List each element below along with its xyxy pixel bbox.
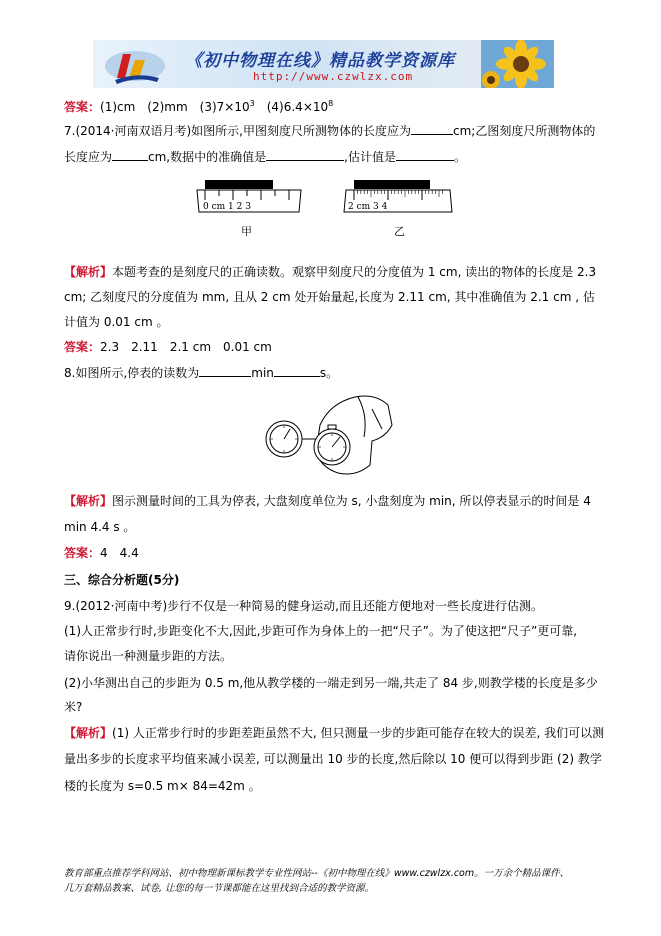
- q9-line5: 米?: [64, 700, 83, 714]
- answer-label: 答案：: [64, 100, 101, 114]
- answer-label: 答案：: [64, 340, 101, 354]
- figure-caption-left: 甲: [241, 225, 252, 238]
- answer-label: 答案：: [64, 546, 101, 560]
- q9-analysis-line1: 【解析】(1) 人正常步行时的步距差距虽然不大, 但只测量一步的步距可能存在较大的误差, 我们可以测: [64, 726, 605, 740]
- ruler-figure-left: [195, 178, 305, 218]
- answer-blank: [274, 364, 320, 377]
- q8-line: 8.如图所示,停表的读数为 min s。: [64, 366, 339, 380]
- banner-title: 《初中物理在线》精品教学资源库: [185, 51, 455, 71]
- answer-blank: [411, 122, 453, 135]
- q9-line3: 请你说出一种测量步距的方法。: [64, 649, 233, 663]
- footer-line1: 教育部重点推荐学科网站、初中物理新课标教学专业性网站--《初中物理在线》www.czwlzx.com。一万余个精品课件、: [64, 868, 570, 879]
- q9-line1: 9.(2012·河南中考)步行不仅是一种简易的健身运动,而且还能方便地对一些长度进行估测。: [64, 599, 543, 613]
- q7-line2: 长度应为 cm,数据中的准确值是 ,估计值是 。: [64, 150, 466, 164]
- q6-answer: 答案：(1)cm (2)mm $(3)7\times 10^3$ $(4)6.4\times 10^8$: [64, 99, 334, 114]
- q8-answer: 答案：4 4.4: [64, 546, 139, 560]
- analysis-label: 【解析】: [64, 494, 113, 508]
- q7-analysis-line2: cm; 乙刻度尺的分度值为 mm, 且从 2 cm 处开始量起,长度为 2.11 cm, 其中准确值为 2.1 cm , 估: [64, 290, 595, 304]
- banner-url[interactable]: http://www.czwlzx.com: [253, 70, 414, 83]
- logo-icon: [101, 44, 171, 86]
- figure-caption-right: 乙: [394, 225, 405, 238]
- answer-blank: [199, 364, 251, 377]
- stopwatch-figure: [260, 385, 400, 480]
- q9-line4: (2)小华测出自己的步距为 0.5 m,他从教学楼的一端走到另一端,共走了 84 步,则教学楼的长度是多少: [64, 676, 598, 690]
- q8-analysis-line1: 【解析】图示测量时间的工具为停表, 大盘刻度单位为 s, 小盘刻度为 min, 所以停表显示的时间是 4: [64, 494, 591, 508]
- answer-blank: [266, 148, 344, 161]
- q7-answer: 答案：2.3 2.11 2.1 cm 0.01 cm: [64, 340, 272, 354]
- q7-analysis-line1: 【解析】本题考查的是刻度尺的正确读数。观察甲刻度尺的分度值为 1 cm, 读出的物体的长度是 2.3: [64, 265, 597, 279]
- q9-analysis-line2: 量出多步的长度求平均值来减小误差, 可以测量出 10 步的长度,然后除以 10 便可以得到步距 (2) 教学: [64, 752, 602, 766]
- header-banner: [93, 40, 554, 88]
- sunflower-icon: [481, 40, 554, 88]
- ruler-right-ticks: 2 cm 3 4: [348, 202, 388, 212]
- q9-line2: (1)人正常步行时,步距变化不大,因此,步距可作为身体上的一把“尺子”。为了使这把“尺子”更可靠,: [64, 624, 578, 638]
- analysis-label: 【解析】: [64, 726, 113, 740]
- q7-line1: 7.(2014·河南双语月考)如图所示,甲图刻度尺所测物体的长度应为 cm;乙图刻度尺所测物体的: [64, 124, 596, 138]
- answer-blank: [112, 148, 148, 161]
- ruler-left-ticks: 0 cm 1 2 3: [203, 202, 251, 212]
- footer-line2: 几万套精品教案、试卷, 让您的每一节课都能在这里找到合适的教学资源。: [64, 883, 375, 894]
- answer-blank: [396, 148, 454, 161]
- q7-analysis-line3: 计值为 0.01 cm 。: [64, 315, 169, 329]
- q8-analysis-line2: min 4.4 s 。: [64, 520, 136, 534]
- analysis-label: 【解析】: [64, 265, 113, 279]
- q9-analysis-line3: 楼的长度为 s=0.5 m× 84=42m 。: [64, 779, 261, 793]
- ruler-figure-right: [342, 178, 457, 218]
- section-heading: 三、综合分析题(5分): [64, 573, 180, 587]
